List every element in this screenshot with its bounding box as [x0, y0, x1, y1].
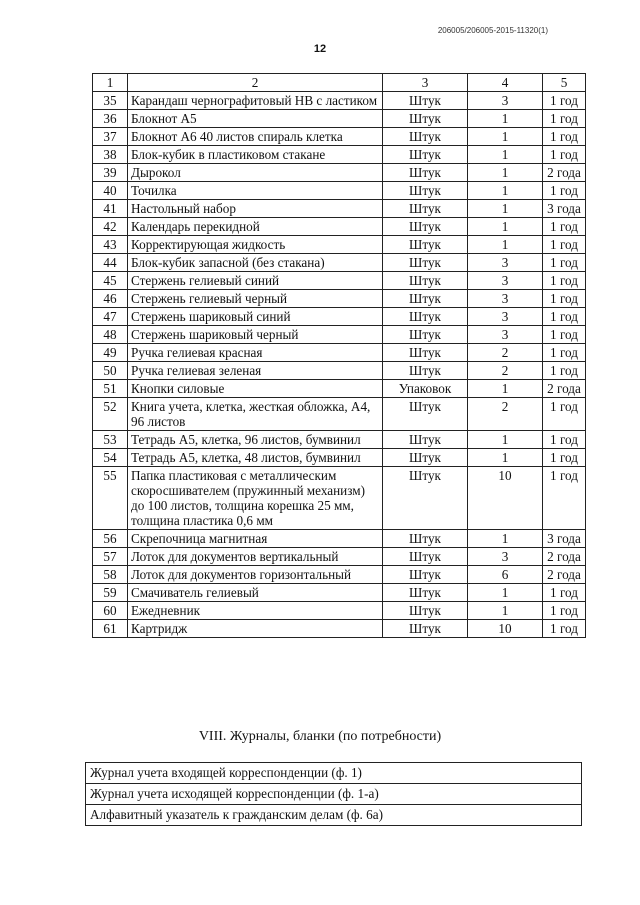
- table-row: [93, 398, 586, 431]
- row-number-cell: 47: [93, 308, 128, 326]
- row-number-cell: 52: [93, 398, 128, 431]
- row-number-cell: 57: [93, 548, 128, 566]
- unit-cell: Штук: [383, 146, 468, 164]
- term-cell: 1 год: [543, 362, 586, 380]
- journal-item: Журнал учета входящей корреспонденции (ф. 1): [86, 763, 582, 784]
- item-name-cell: Ручка гелиевая зеленая: [128, 362, 383, 380]
- section-title: VIII. Журналы, бланки (по потребности): [198, 729, 442, 744]
- row-number-cell: 44: [93, 254, 128, 272]
- quantity-cell: 3: [468, 548, 543, 566]
- unit-cell: Штук: [383, 218, 468, 236]
- item-name-cell: Корректирующая жидкость: [128, 236, 383, 254]
- item-name-cell: Картридж: [128, 620, 383, 638]
- item-name-cell: Точилка: [128, 182, 383, 200]
- supplies-table: [92, 73, 586, 638]
- table-row: [93, 92, 586, 110]
- term-cell: 2 года: [543, 566, 586, 584]
- row-number-cell: 38: [93, 146, 128, 164]
- term-cell: 1 год: [543, 146, 586, 164]
- table-row: [93, 164, 586, 182]
- term-cell: 1 год: [543, 449, 586, 467]
- row-number-cell: 50: [93, 362, 128, 380]
- unit-cell: Штук: [383, 200, 468, 218]
- unit-cell: Штук: [383, 164, 468, 182]
- term-cell: 1 год: [543, 602, 586, 620]
- quantity-cell: 2: [468, 398, 543, 431]
- row-number-cell: 59: [93, 584, 128, 602]
- item-name-cell: Дырокол: [128, 164, 383, 182]
- row-number-cell: 37: [93, 128, 128, 146]
- unit-cell: Штук: [383, 272, 468, 290]
- unit-cell: Штук: [383, 236, 468, 254]
- unit-cell: Штук: [383, 584, 468, 602]
- item-name-cell: Кнопки силовые: [128, 380, 383, 398]
- quantity-cell: 1: [468, 449, 543, 467]
- row-number-cell: 35: [93, 92, 128, 110]
- item-name-cell: Лоток для документов вертикальный: [128, 548, 383, 566]
- term-cell: 1 год: [543, 344, 586, 362]
- quantity-cell: 1: [468, 602, 543, 620]
- quantity-cell: 1: [468, 236, 543, 254]
- term-cell: 1 год: [543, 182, 586, 200]
- journals-table: [85, 762, 582, 826]
- row-number-cell: 54: [93, 449, 128, 467]
- unit-cell: Штук: [383, 128, 468, 146]
- table-row: [93, 566, 586, 584]
- table-row: [93, 620, 586, 638]
- quantity-cell: 10: [468, 620, 543, 638]
- quantity-cell: 1: [468, 584, 543, 602]
- table-row: [93, 128, 586, 146]
- journal-row: [86, 805, 582, 826]
- quantity-cell: 3: [468, 308, 543, 326]
- item-name-cell: Ежедневник: [128, 602, 383, 620]
- row-number-cell: 48: [93, 326, 128, 344]
- item-name-cell: Ручка гелиевая красная: [128, 344, 383, 362]
- row-number-cell: 58: [93, 566, 128, 584]
- term-cell: 1 год: [543, 290, 586, 308]
- row-number-cell: 51: [93, 380, 128, 398]
- quantity-cell: 2: [468, 344, 543, 362]
- table-row: [93, 449, 586, 467]
- term-cell: 1 год: [543, 254, 586, 272]
- table-row: [93, 218, 586, 236]
- row-number-cell: 42: [93, 218, 128, 236]
- unit-cell: Штук: [383, 566, 468, 584]
- item-name-cell: Смачиватель гелиевый: [128, 584, 383, 602]
- table-row: [93, 326, 586, 344]
- column-header: 4: [468, 74, 543, 92]
- quantity-cell: 1: [468, 380, 543, 398]
- term-cell: 3 года: [543, 530, 586, 548]
- journal-item: Алфавитный указатель к гражданским делам (ф. 6а): [86, 805, 582, 826]
- table-row: [93, 236, 586, 254]
- unit-cell: Штук: [383, 467, 468, 530]
- term-cell: 1 год: [543, 236, 586, 254]
- column-header: 1: [93, 74, 128, 92]
- table-row: [93, 200, 586, 218]
- quantity-cell: 3: [468, 272, 543, 290]
- row-number-cell: 49: [93, 344, 128, 362]
- unit-cell: Штук: [383, 548, 468, 566]
- term-cell: 1 год: [543, 326, 586, 344]
- unit-cell: Штук: [383, 344, 468, 362]
- quantity-cell: 3: [468, 290, 543, 308]
- quantity-cell: 1: [468, 200, 543, 218]
- unit-cell: Штук: [383, 362, 468, 380]
- row-number-cell: 61: [93, 620, 128, 638]
- item-name-cell: Стержень гелиевый черный: [128, 290, 383, 308]
- quantity-cell: 3: [468, 326, 543, 344]
- unit-cell: Штук: [383, 110, 468, 128]
- table-row: [93, 431, 586, 449]
- journal-row: [86, 763, 582, 784]
- row-number-cell: 36: [93, 110, 128, 128]
- unit-cell: Штук: [383, 602, 468, 620]
- row-number-cell: 55: [93, 467, 128, 530]
- item-name-cell: Блокнот А5: [128, 110, 383, 128]
- table-row: [93, 548, 586, 566]
- unit-cell: Штук: [383, 530, 468, 548]
- table-row: [93, 362, 586, 380]
- table-row: [93, 272, 586, 290]
- term-cell: 1 год: [543, 110, 586, 128]
- term-cell: 2 года: [543, 548, 586, 566]
- row-number-cell: 41: [93, 200, 128, 218]
- term-cell: 2 года: [543, 164, 586, 182]
- column-header: 5: [543, 74, 586, 92]
- term-cell: 1 год: [543, 398, 586, 431]
- row-number-cell: 56: [93, 530, 128, 548]
- quantity-cell: 1: [468, 128, 543, 146]
- quantity-cell: 10: [468, 467, 543, 530]
- unit-cell: Штук: [383, 308, 468, 326]
- row-number-cell: 45: [93, 272, 128, 290]
- journal-row: [86, 784, 582, 805]
- term-cell: 2 года: [543, 380, 586, 398]
- journal-item: Журнал учета исходящей корреспонденции (ф. 1-а): [86, 784, 582, 805]
- column-header: 3: [383, 74, 468, 92]
- item-name-cell: Книга учета, клетка, жесткая обложка, А4, 96 листов: [128, 398, 383, 431]
- row-number-cell: 60: [93, 602, 128, 620]
- unit-cell: Штук: [383, 290, 468, 308]
- term-cell: 1 год: [543, 620, 586, 638]
- quantity-cell: 1: [468, 218, 543, 236]
- table-row: [93, 110, 586, 128]
- quantity-cell: 2: [468, 362, 543, 380]
- row-number-cell: 40: [93, 182, 128, 200]
- table-row: [93, 602, 586, 620]
- term-cell: 1 год: [543, 272, 586, 290]
- term-cell: 1 год: [543, 431, 586, 449]
- unit-cell: Штук: [383, 326, 468, 344]
- term-cell: 1 год: [543, 308, 586, 326]
- quantity-cell: 1: [468, 530, 543, 548]
- unit-cell: Штук: [383, 449, 468, 467]
- table-row: [93, 530, 586, 548]
- term-cell: 1 год: [543, 584, 586, 602]
- item-name-cell: Стержень гелиевый синий: [128, 272, 383, 290]
- column-header: 2: [128, 74, 383, 92]
- item-name-cell: Настольный набор: [128, 200, 383, 218]
- item-name-cell: Лоток для документов горизонтальный: [128, 566, 383, 584]
- table-row: [93, 344, 586, 362]
- unit-cell: Штук: [383, 431, 468, 449]
- item-name-cell: Папка пластиковая с металлическим скоросшивателем (пружинный механизм) до 100 листов, толщина корешка 25 мм, толщина пластика 0,6 мм: [128, 467, 383, 530]
- item-name-cell: Тетрадь А5, клетка, 48 листов, бумвинил: [128, 449, 383, 467]
- item-name-cell: Блокнот А6 40 листов спираль клетка: [128, 128, 383, 146]
- row-number-cell: 53: [93, 431, 128, 449]
- table-row: [93, 254, 586, 272]
- quantity-cell: 1: [468, 146, 543, 164]
- term-cell: 3 года: [543, 200, 586, 218]
- unit-cell: Штук: [383, 620, 468, 638]
- row-number-cell: 39: [93, 164, 128, 182]
- quantity-cell: 1: [468, 110, 543, 128]
- term-cell: 1 год: [543, 92, 586, 110]
- quantity-cell: 1: [468, 182, 543, 200]
- quantity-cell: 6: [468, 566, 543, 584]
- unit-cell: Штук: [383, 182, 468, 200]
- item-name-cell: Карандаш чернографитовый НВ с ластиком: [128, 92, 383, 110]
- term-cell: 1 год: [543, 128, 586, 146]
- table-row: [93, 182, 586, 200]
- term-cell: 1 год: [543, 467, 586, 530]
- table-header-row: [93, 74, 586, 92]
- item-name-cell: Скрепочница магнитная: [128, 530, 383, 548]
- unit-cell: Штук: [383, 398, 468, 431]
- table-row: [93, 290, 586, 308]
- item-name-cell: Блок-кубик в пластиковом стакане: [128, 146, 383, 164]
- page-number: 12: [313, 43, 327, 55]
- quantity-cell: 1: [468, 164, 543, 182]
- item-name-cell: Блок-кубик запасной (без стакана): [128, 254, 383, 272]
- item-name-cell: Стержень шариковый черный: [128, 326, 383, 344]
- table-row: [93, 467, 586, 530]
- table-row: [93, 584, 586, 602]
- item-name-cell: Стержень шариковый синий: [128, 308, 383, 326]
- row-number-cell: 43: [93, 236, 128, 254]
- table-row: [93, 146, 586, 164]
- unit-cell: Штук: [383, 92, 468, 110]
- item-name-cell: Календарь перекидной: [128, 218, 383, 236]
- term-cell: 1 год: [543, 218, 586, 236]
- unit-cell: Штук: [383, 254, 468, 272]
- quantity-cell: 1: [468, 431, 543, 449]
- quantity-cell: 3: [468, 254, 543, 272]
- table-row: [93, 380, 586, 398]
- quantity-cell: 3: [468, 92, 543, 110]
- unit-cell: Упаковок: [383, 380, 468, 398]
- row-number-cell: 46: [93, 290, 128, 308]
- item-name-cell: Тетрадь А5, клетка, 96 листов, бумвинил: [128, 431, 383, 449]
- document-code: 206005/206005-2015-11320(1): [437, 26, 548, 35]
- table-row: [93, 308, 586, 326]
